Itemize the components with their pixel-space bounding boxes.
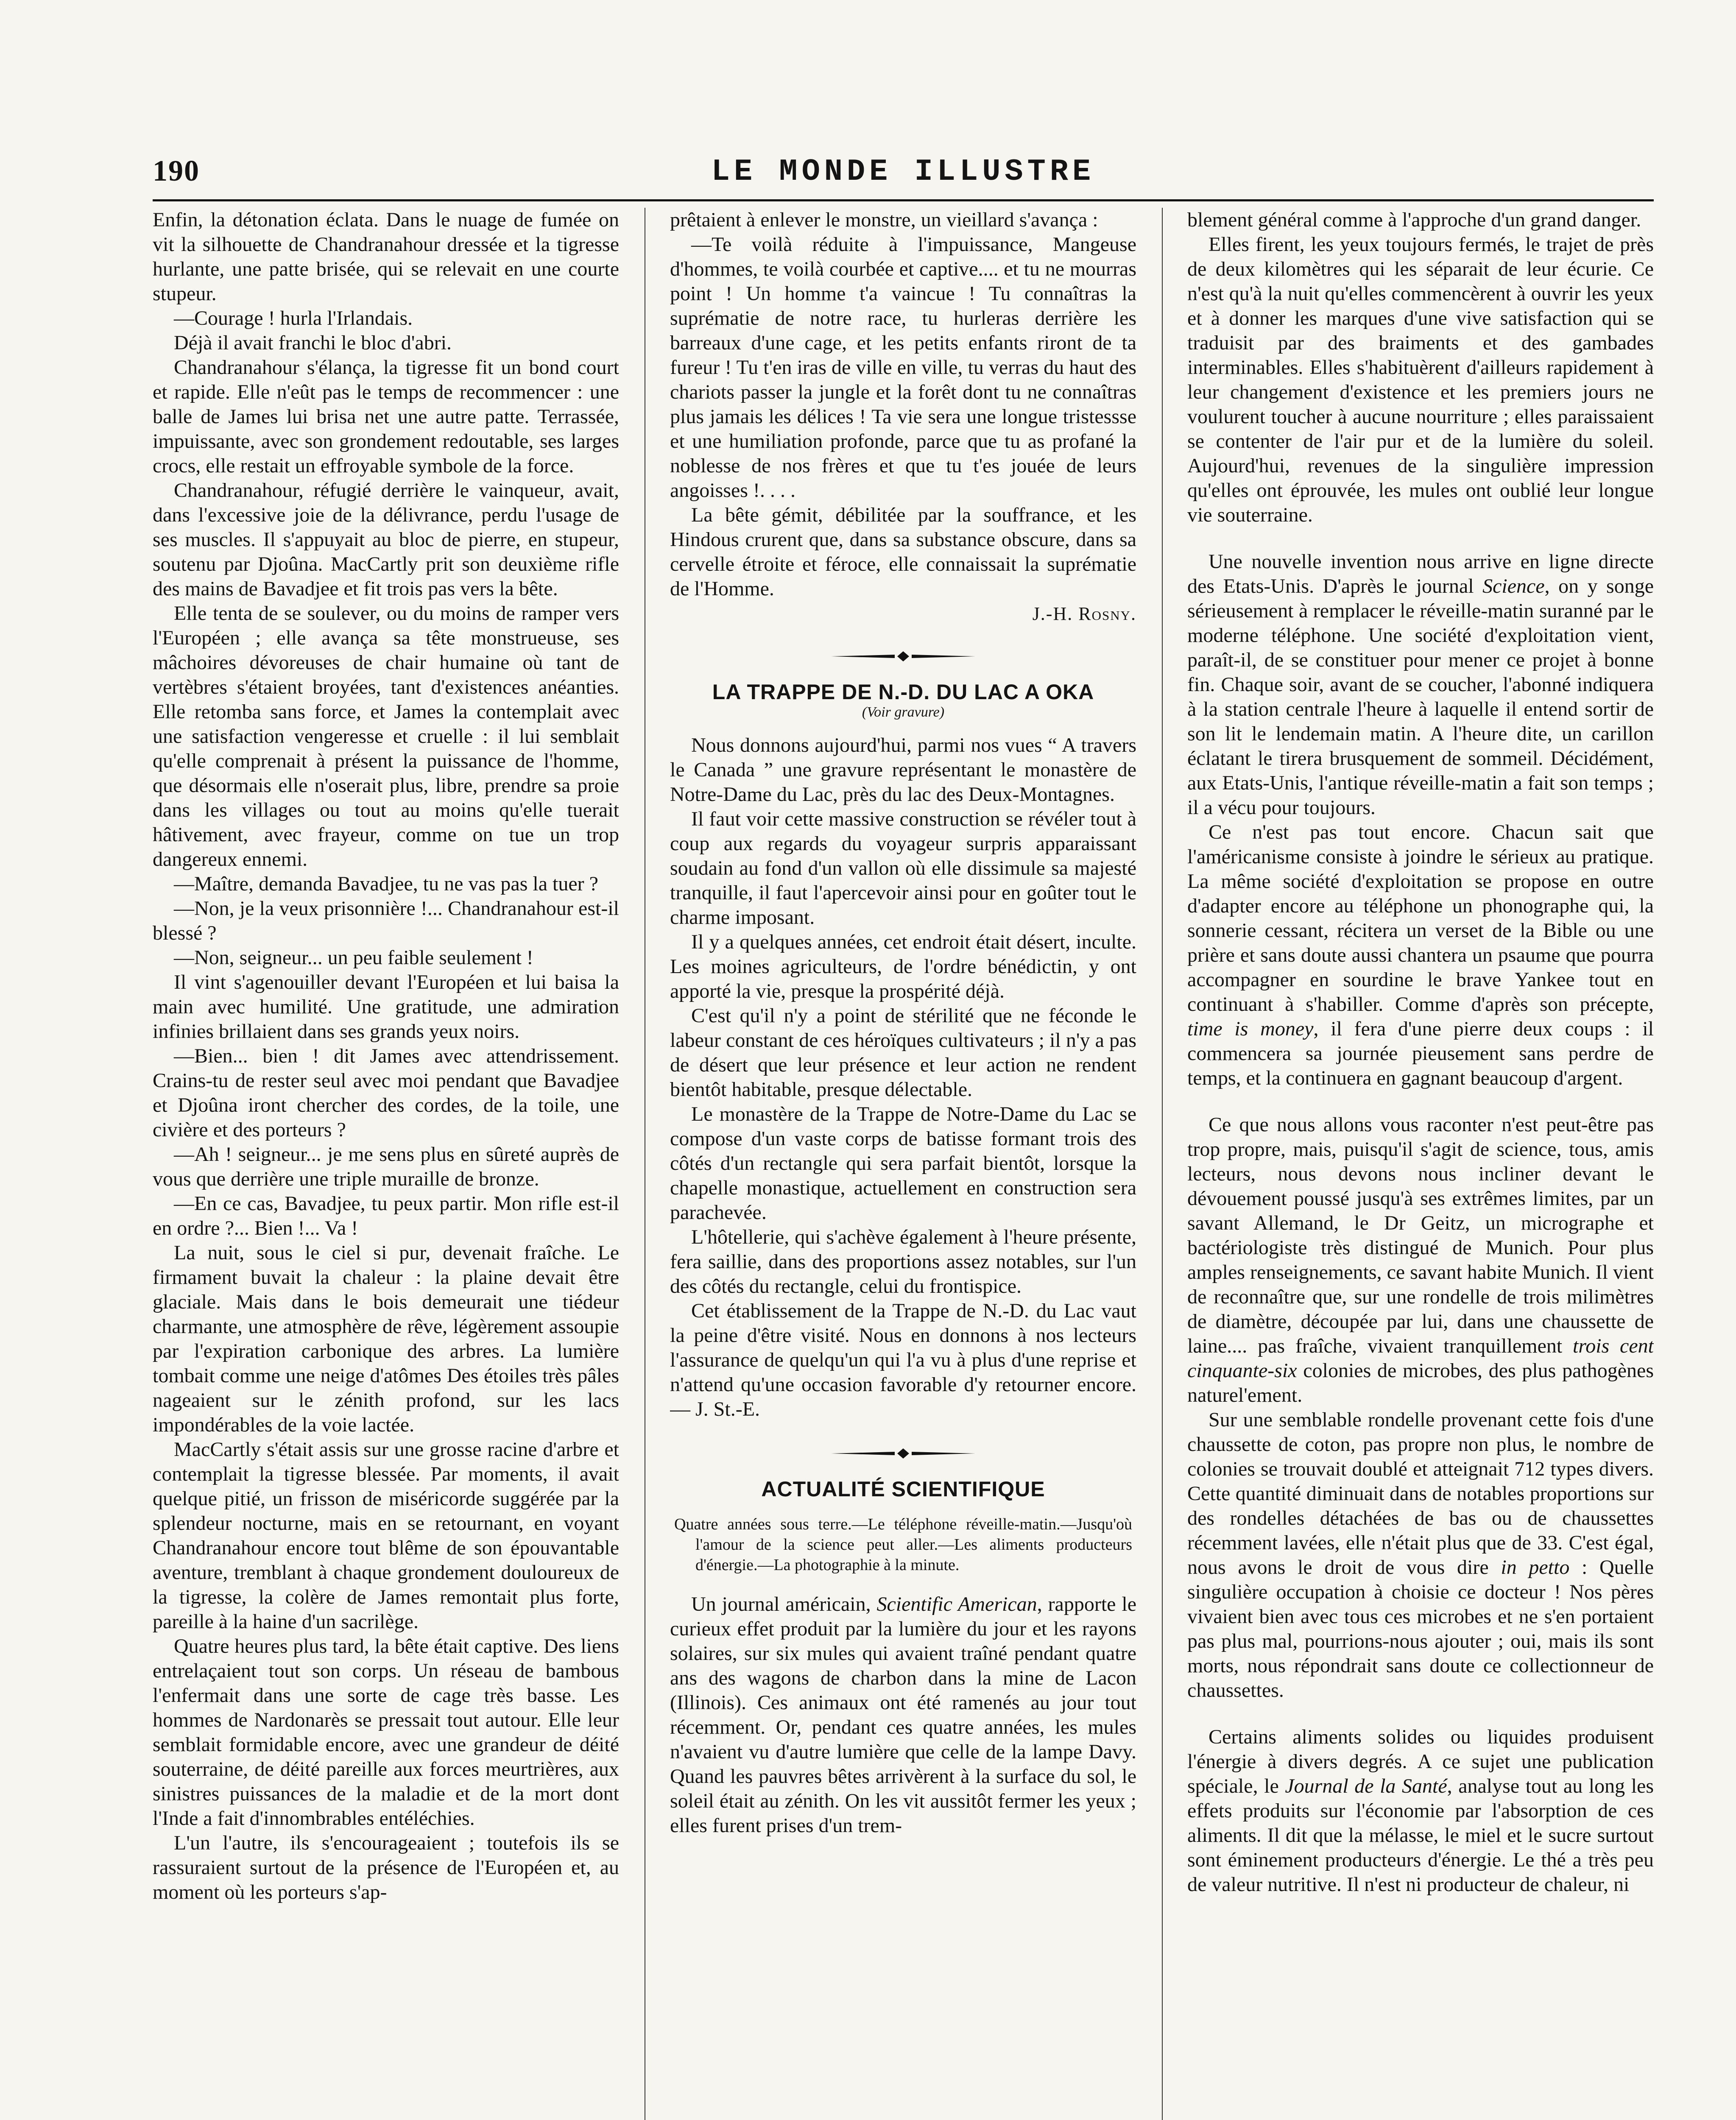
text-run: Certains aliments solides ou liquides produisent l'énergie à divers degrés. A ce sujet une publication spéciale, le: [1187, 1726, 1654, 1797]
text-run: , rapporte le curieux effet produit par la lumière du jour et les rayons solaires, sur six mules qui avaient traîné pendant quatre ans des wagons de charbon dans la mine de Lacon (Illinois). Ces animaux ont été ramenés au jour tout récemment. Or, pendant ces quatre années, les mules n'avaient vu d'autre lumière que celle de la lampe Davy. Quand les pauvres bêtes arrivèrent à la surface du sol, le soleil était au zénith. On les vit aussitôt fermer les yeux ; elles furent prises d'un trem-: [670, 1593, 1136, 1837]
text-run: Ce que nous allons vous raconter n'est peut-être pas trop propre, mais, puisqu'il s'agit de science, tous, amis lecteurs, nous devons nous incliner devant le dévouement poussé jusqu'à ses extrêmes limites, par un savant Allemand, le Dr Geitz, un micrographe et bactériologiste très distingué de Munich. Pour plus amples renseignements, ce savant habite Munich. Il vient de reconnaître que, sur une rondelle de trois milimètres de diamètre, découpée par lui, dans une chaussette de laine.... pas fraîche, vivaient tranquillement: [1187, 1113, 1654, 1357]
paragraph: L'un l'autre, ils s'encourageaient ; toutefois ils se rassuraient surtout de la présence de l'Européen et, au moment où les porteurs s'ap-: [153, 1832, 619, 1903]
section-summary: Quatre années sous terre.—Le téléphone réveille-matin.—Jusqu'où l'amour de la science peut aller.—Les aliments producteurs d'énergie.—La photographie à la minute.: [674, 1515, 1132, 1574]
text-run: Ce n'est pas tout encore. Chacun sait que l'américanisme consiste à joindre le sérieux au pratique. La même société d'exploitation se propose en outre d'adapter encore au téléphone un phonographe qui, la sonnerie cessant, récitera un verset de la Bible ou une prière et sans doute aussi chantera un psaume que pourra accompagner en sourdine le brave Yankee tout en continuant à s'habiller. Comme d'après son précepte,: [1187, 821, 1654, 1015]
paragraph-gap: [1187, 527, 1654, 550]
paragraph: Nous donnons aujourd'hui, parmi nos vues “ A travers le Canada ” une gravure représentant le monastère de Notre-Dame du Lac, près du lac des Deux-Montagnes.: [670, 734, 1136, 806]
text-run: , analyse tout au long les effets produits sur l'économie par l'absorption de ces aliments. Il dit que la mélasse, le miel et le sucre surtout sont éminement producteurs d'énergie. Le thé a très peu de valeur nutritive. Il n'est ni producteur de chaleur, ni: [1187, 1775, 1654, 1896]
paragraph: [1187, 1113, 1654, 1408]
paragraph: Enfin, la détonation éclata. Dans le nuage de fumée on vit la silhouette de Chandranahour dressée et la tigresse hurlante, une patte brisée, qui se relevait en une courte stupeur.: [153, 209, 619, 305]
signature-name: Rosny.: [1078, 603, 1136, 624]
paragraph: Il faut voir cette massive construction se révéler tout à coup aux regards du voyageur surpris apparaissant soudain au fond d'un vallon où elle dissimule sa majesté tranquille, il faut l'apercevoir ainsi pour en goûter tout le charme imposant.: [670, 808, 1136, 929]
paragraph: La nuit, sous le ciel si pur, devenait fraîche. Le firmament buvait la chaleur : la plaine devait être glaciale. Mais dans le bois demeurait une tiédeur charmante, une atmosphère de rêve, légèrement assoupie par l'expiration carbonique des arbres. La lumière tombait comme une neige d'atômes Des étoiles très pâles nageaient sur le zénith profond, sur les lacs impondérables de la voie lactée.: [153, 1241, 619, 1436]
emphasis: time is money: [1187, 1018, 1314, 1040]
paragraph: —Non, seigneur... un peu faible seulement !: [174, 946, 533, 969]
divider-ornament: [831, 650, 975, 663]
paragraph: Il y a quelques années, cet endroit était désert, inculte. Les moines agriculteurs, de l'ordre bénédictin, y ont apporté la vie, presque la prospérité déjà.: [670, 931, 1136, 1002]
paragraph: —Ah ! seigneur... je me sens plus en sûreté auprès de vous que derrière une triple muraille de bronze.: [153, 1143, 619, 1190]
emphasis: trois cent cinquante-six: [1187, 1335, 1654, 1382]
paragraph: Elles firent, les yeux toujours fermés, le trajet de près de deux kilomètres qui les séparait de leur écurie. Ce n'est qu'à la nuit qu'elles commencèrent à ouvrir les yeux et à donner les marques d'une vive satisfaction qui se traduisit par des braiments et des gambades interminables. Elles s'habituèrent d'ailleurs rapidement à leur changement d'existence et les premiers jours ne voulurent toucher à aucune nourriture ; elles paraissaient se contenter de l'air pur et de la lumière du soleil. Aujourd'hui, revenues de la singulière impression qu'elles ont éprouvée, les mules ont oublié leur longue vie souterraine.: [1187, 233, 1654, 526]
column-2: [670, 208, 1136, 2120]
paragraph: L'hôtellerie, qui s'achève également à l'heure présente, fera saillie, dans des proportions assez notables, sur l'un des côtés du rectangle, celui du frontispice.: [670, 1226, 1136, 1297]
paragraph: Elle tenta de se soulever, ou du moins de ramper vers l'Européen ; elle avança sa tête monstrueuse, ses mâchoires dévoreuses de chair humaine où tant de vertèbres s'étaient broyées, tant d'existences anéanties. Elle retomba sans force, et James la contemplait avec une satisfaction vengeresse et cruelle : il lui semblait qu'elle comprenait à présent la puissance de l'homme, que désormais elle n'oserait plus, libre, prendre sa proie dans les villages ou tout au moins qu'elle tuerait hâtivement, avec frayeur, comme on tue un trop dangereux ennemi.: [153, 602, 619, 870]
article-signature: [670, 603, 1136, 625]
paragraph: blement général comme à l'approche d'un grand danger.: [1187, 209, 1641, 231]
paragraph: Il vint s'agenouiller devant l'Européen et lui baisa la main avec humilité. Une gratitude, une admiration infinies brillaient dans ses grands yeux noirs.: [153, 971, 619, 1043]
section-title: LA TRAPPE DE N.-D. DU LAC A OKA: [712, 680, 1094, 704]
text-run: , on y songe sérieusement à remplacer le réveille-matin suranné par le moderne téléphone. Une société d'exploitation vient, paraît-il, de se constituer pour mener ce projet à bonne fin. Chaque soir, avant de se coucher, l'abonné indiquera à la station centrale l'heure à laquelle il entend sortir de son lit le lendemain matin. A l'heure dite, un carillon éclatant le tirera brusquement de sommeil. Décidément, aux Etats-Unis, l'antique réveille-matin a fait son temps ; il a vécu pour toujours.: [1187, 575, 1654, 819]
text-run: , il fera d'une pierre deux coups : il commencera sa journée pieusement sans perdre de temps, et la continuera en gagnant beaucoup d'argent.: [1187, 1018, 1654, 1089]
paragraph: —Te voilà réduite à l'impuissance, Mangeuse d'hommes, te voilà courbée et captive.... et tu ne mourras point ! Un homme t'a vaincue ! Tu connaîtras la suprématie de notre race, tu hurleras derrière les barreaux d'une cage, et les petits enfants riront de ta fureur ! Tu t'en iras de ville en ville, tu verras du haut des chariots passer la jungle et la forêt dont tu ne connaîtras plus jamais les délices ! Ta vie sera une longue tristessse et une humiliation profonde, parce que tu as profané la noblesse de nos frères et que tu t'es jouée de leurs angoisses !. . . .: [670, 233, 1136, 502]
text-run: Sur une semblable rondelle provenant cette fois d'une chaussette de coton, pas propre non plus, le nombre de colonies se trouvait doublé et atteignait 712 types divers. Cette quantité diminuait dans de notables proportions sur des rondelles détachées de bas ou de chaussettes récemment lavées, elle n'était plus que de 33. C'est égal, nous avons le droit de vous dire: [1187, 1409, 1654, 1579]
paragraph: La bête gémit, débilitée par la souffrance, et les Hindous crurent que, dans sa substance obscure, dans sa cervelle étroite et féroce, elle connaissait la suprématie de l'Homme.: [670, 504, 1136, 600]
paragraph: Déjà il avait franchi le bloc d'abri.: [174, 332, 452, 354]
paragraph: [670, 1592, 1136, 1838]
text-run: Un journal américain,: [691, 1593, 877, 1615]
section-subtitle: (Voir gravure): [862, 704, 945, 720]
paragraph: —Non, je la veux prisonnière !... Chandranahour est-il blessé ?: [153, 897, 619, 944]
publication-name: Journal de la Santé: [1285, 1775, 1447, 1797]
paragraph-gap: [1187, 1703, 1654, 1725]
paragraph: Quatre heures plus tard, la bête était captive. Des liens entrelaçaient tout son corps. Un réseau de bambous l'enfermait dans une sorte de cage très basse. Les hommes de Nardonarès se pressait tout autour. Elle leur semblait formidable encore, avec une grandeur de déité souterraine, de déité pareille aux forces meurtrières, aux sinistres puissances de la maladie et de la mort dont l'Inde a fait d'innombrables entéléchies.: [153, 1635, 619, 1830]
section-title: ACTUALITÉ SCIENTIFIQUE: [761, 1477, 1045, 1501]
divider-ornament: [831, 1447, 975, 1460]
column-3: [1187, 208, 1654, 2120]
paragraph: [1187, 820, 1654, 1091]
paragraph: —En ce cas, Bavadjee, tu peux partir. Mon rifle est-il en ordre ?... Bien !... Va !: [153, 1192, 619, 1239]
running-title: LE MONDE ILLUSTRE: [711, 154, 1095, 189]
paragraph: Chandranahour s'élança, la tigresse fit un bond court et rapide. Elle n'eût pas le temps de recommencer : une balle de James lui brisa net une autre patte. Terrassée, impuissante, avec son grondement redoutable, ses larges crocs, elle restait un effroyable symbole de la force.: [153, 356, 619, 477]
paragraph: [1187, 550, 1654, 820]
text-run: Une nouvelle invention nous arrive en ligne directe des Etats-Unis. D'après le journal: [1187, 550, 1654, 597]
publication-name: Science: [1482, 575, 1545, 597]
paragraph-gap: [1187, 1091, 1654, 1113]
text-run: colonies de microbes, des plus pathogènes naturel'ement.: [1187, 1359, 1654, 1406]
emphasis: in petto: [1501, 1556, 1570, 1579]
paragraph: Chandranahour, réfugié derrière le vainqueur, avait, dans l'excessive joie de la délivrance, perdu l'usage de ses muscles. Il s'appuyait au bloc de pierre, en stupeur, soutenu par Djoûna. MacCartly prit son deuxième rifle des mains de Bavadjee et fit trois pas vers la bête.: [153, 479, 619, 600]
paragraph: —Bien... bien ! dit James avec attendrissement. Crains-tu de rester seul avec moi pendant que Bavadjee et Djoûna iront chercher des cordes, de la toile, une civière et des porteurs ?: [153, 1045, 619, 1141]
page-number: 190: [153, 155, 200, 187]
paragraph: C'est qu'il n'y a point de stérilité que ne féconde le labeur constant de ces héroïques cultivateurs ; il n'y a pas de désert que leur présence et leur action ne rendent bientôt habitable, presque délectable.: [670, 1004, 1136, 1101]
paragraph: [1187, 1725, 1654, 1897]
paragraph: [1187, 1408, 1654, 1703]
paragraph: MacCartly s'était assis sur une grosse racine d'arbre et contemplait la tigresse blessée. Par moments, il avait quelque pitié, un frisson de miséricorde suggérée par la splendeur nocturne, mais en se retournant, en voyant Chandranahour encore tout blême de son épouvantable aventure, tremblant à chaque grondement douloureux de la tigresse, la colère de James remontait plus forte, pareille à la haine d'un sacrilège.: [153, 1438, 619, 1633]
paragraph: —Maître, demanda Bavadjee, tu ne vas pas la tuer ?: [174, 873, 598, 895]
column-1: [153, 208, 619, 2120]
paragraph: prêtaient à enlever le monstre, un vieillard s'avança :: [670, 209, 1098, 231]
paragraph: —Courage ! hurla l'Irlandais.: [174, 307, 413, 329]
newspaper-page: [153, 153, 1654, 2120]
paragraph: Cet établissement de la Trappe de N.-D. du Lac vaut la peine d'être visité. Nous en donnons à nos lecteurs l'assurance de quelqu'un qui l'a vu à plus d'une reprise et n'attend qu'une occasion favorable d'y retourner encore.— J. St.-E.: [670, 1300, 1136, 1420]
page-header: [153, 153, 1654, 201]
publication-name: Scientific American: [876, 1593, 1037, 1615]
text-run: : Quelle singulière occupation à choisie ce docteur ! Nos pères vivaient bien avec tous ces microbes et ne s'en portaient pas plus mal, pourrions-nous ajouter ; oui, mais ils sont morts, nous répondrait sans doute ce collectionneur de chaussettes.: [1187, 1556, 1654, 1702]
column-rule: [1162, 208, 1163, 2120]
signature-initials: J.-H.: [1032, 603, 1073, 624]
paragraph: Le monastère de la Trappe de Notre-Dame du Lac se compose d'un vaste corps de batisse formant trois des côtés d'un rectangle qui sera parfait bientôt, lorsque la chapelle monastique, actuellement en construction sera parachevée.: [670, 1103, 1136, 1224]
